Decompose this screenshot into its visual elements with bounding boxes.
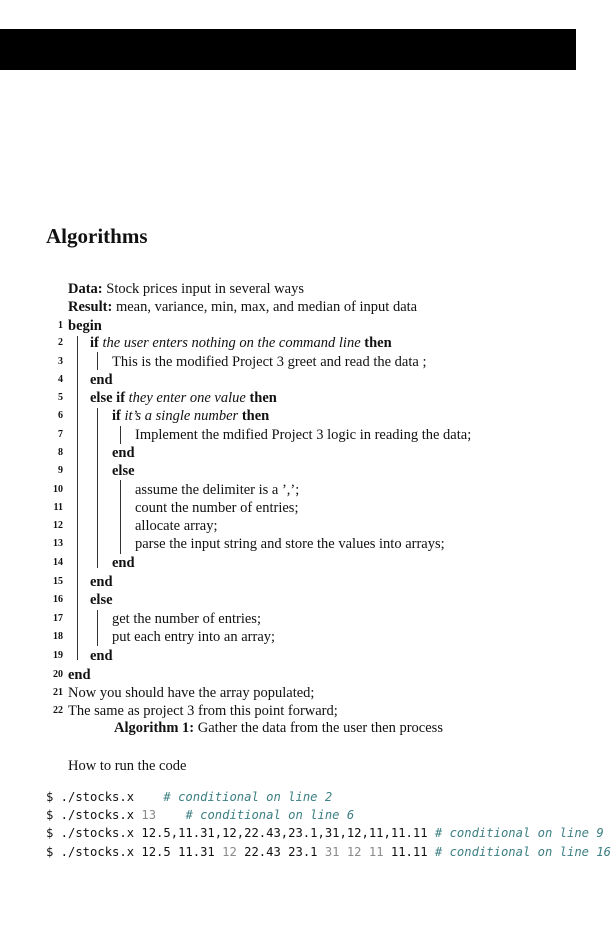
line-number: 3 <box>58 356 63 367</box>
command: $ ./stocks.x <box>46 790 135 804</box>
result-label: Result: <box>68 299 113 315</box>
line-number: 9 <box>58 465 63 476</box>
command-arg: 11.11 <box>383 845 428 859</box>
howto-heading: How to run the code <box>68 758 187 774</box>
if-block-rule <box>97 352 98 370</box>
line-number: 12 <box>53 520 63 531</box>
algo-line-21: Now you should have the array populated; <box>68 685 315 701</box>
algo-line-8: end <box>112 445 135 461</box>
inner-else-block-rule <box>120 480 121 554</box>
command-arg: 31 12 11 <box>317 845 384 859</box>
caption-label: Algorithm 1: <box>114 720 195 736</box>
algo-line-19: end <box>90 648 113 664</box>
algo-line-4: end <box>90 372 113 388</box>
algo-line-13: parse the input string and store the values into arrays; <box>135 536 445 552</box>
condition: it’s a single number <box>124 408 239 424</box>
data-text: Stock prices input in several ways <box>106 281 304 297</box>
command-arg: 12 <box>214 845 237 859</box>
algo-line-16: else <box>90 592 113 608</box>
command: $ ./stocks.x <box>46 808 135 822</box>
algo-line-9: else <box>112 463 135 479</box>
keyword: then <box>364 335 392 351</box>
spacer <box>134 790 163 804</box>
algorithm-caption <box>114 719 443 737</box>
algo-line-1: begin <box>68 318 102 334</box>
code-line <box>46 788 332 806</box>
algo-line-17: get the number of entries; <box>112 611 261 627</box>
algo-line-12: allocate array; <box>135 518 218 534</box>
keyword: if <box>112 408 121 424</box>
line-number: 4 <box>58 374 63 385</box>
command-arg: 22.43 23.1 <box>236 845 318 859</box>
line-number: 20 <box>53 669 63 680</box>
keyword: if <box>90 335 99 351</box>
line-number: 8 <box>58 447 63 458</box>
condition: they enter one value <box>128 390 246 406</box>
command: $ ./stocks.x 12.5,11.31,12,22.43,23.1,31,12,11,11.11 <box>46 826 428 840</box>
data-label: Data: <box>68 281 103 297</box>
algo-line-3: This is the modified Project 3 greet and read the data ; <box>112 354 427 370</box>
code-comment: # conditional on line 9 <box>434 826 604 840</box>
result-text: mean, variance, min, max, and median of input data <box>115 299 418 315</box>
algo-line-18: put each entry into an array; <box>112 629 276 645</box>
keyword: then <box>241 408 270 424</box>
line-number: 2 <box>58 337 63 348</box>
algo-line-11: count the number of entries; <box>135 500 299 516</box>
line-number: 14 <box>53 557 63 568</box>
code-line <box>46 843 611 861</box>
inner-if-block-rule <box>120 426 121 444</box>
algo-line-6 <box>112 407 269 425</box>
algo-line-2 <box>90 334 392 352</box>
algo-line-10: assume the delimiter is a ’,’; <box>135 482 300 498</box>
data-line <box>68 280 304 298</box>
spacer <box>156 808 185 822</box>
command: $ ./stocks.x 12.5 11.31 <box>46 845 215 859</box>
condition: the user enters nothing on the command line <box>102 335 361 351</box>
spacer <box>428 826 435 840</box>
line-number: 5 <box>58 392 63 403</box>
line-number: 7 <box>58 429 63 440</box>
algo-line-22: The same as project 3 from this point forward; <box>68 703 338 719</box>
elseif-block-rule <box>97 408 98 568</box>
keyword: else if <box>90 390 126 406</box>
line-number: 18 <box>53 631 63 642</box>
algo-line-20: end <box>68 667 91 683</box>
begin-block-rule <box>77 336 78 660</box>
code-comment: # conditional on line 2 <box>163 790 333 804</box>
algo-line-15: end <box>90 574 113 590</box>
result-line <box>68 298 417 316</box>
algo-line-7: Implement the mdified Project 3 logic in reading the data; <box>135 427 472 443</box>
line-number: 6 <box>58 410 63 421</box>
section-title: Algorithms <box>46 224 148 248</box>
keyword: then <box>249 390 277 406</box>
line-number: 21 <box>53 687 63 698</box>
command-arg: 13 <box>134 808 157 822</box>
code-comment: # conditional on line 6 <box>185 808 355 822</box>
code-line <box>46 806 354 824</box>
spacer <box>428 845 435 859</box>
line-number: 17 <box>53 613 63 624</box>
line-number: 16 <box>53 594 63 605</box>
caption-text: Gather the data from the user then process <box>197 720 443 736</box>
line-number: 1 <box>58 320 63 331</box>
code-comment: # conditional on line 16 <box>434 845 611 859</box>
code-line <box>46 824 604 842</box>
line-number: 11 <box>53 502 63 513</box>
line-number: 22 <box>53 705 63 716</box>
else-block-rule <box>97 610 98 646</box>
line-number: 15 <box>53 576 63 587</box>
line-number: 10 <box>53 484 63 495</box>
line-number: 13 <box>53 538 63 549</box>
algo-line-5 <box>90 389 277 407</box>
line-number: 19 <box>53 650 63 661</box>
algo-line-14: end <box>112 555 135 571</box>
